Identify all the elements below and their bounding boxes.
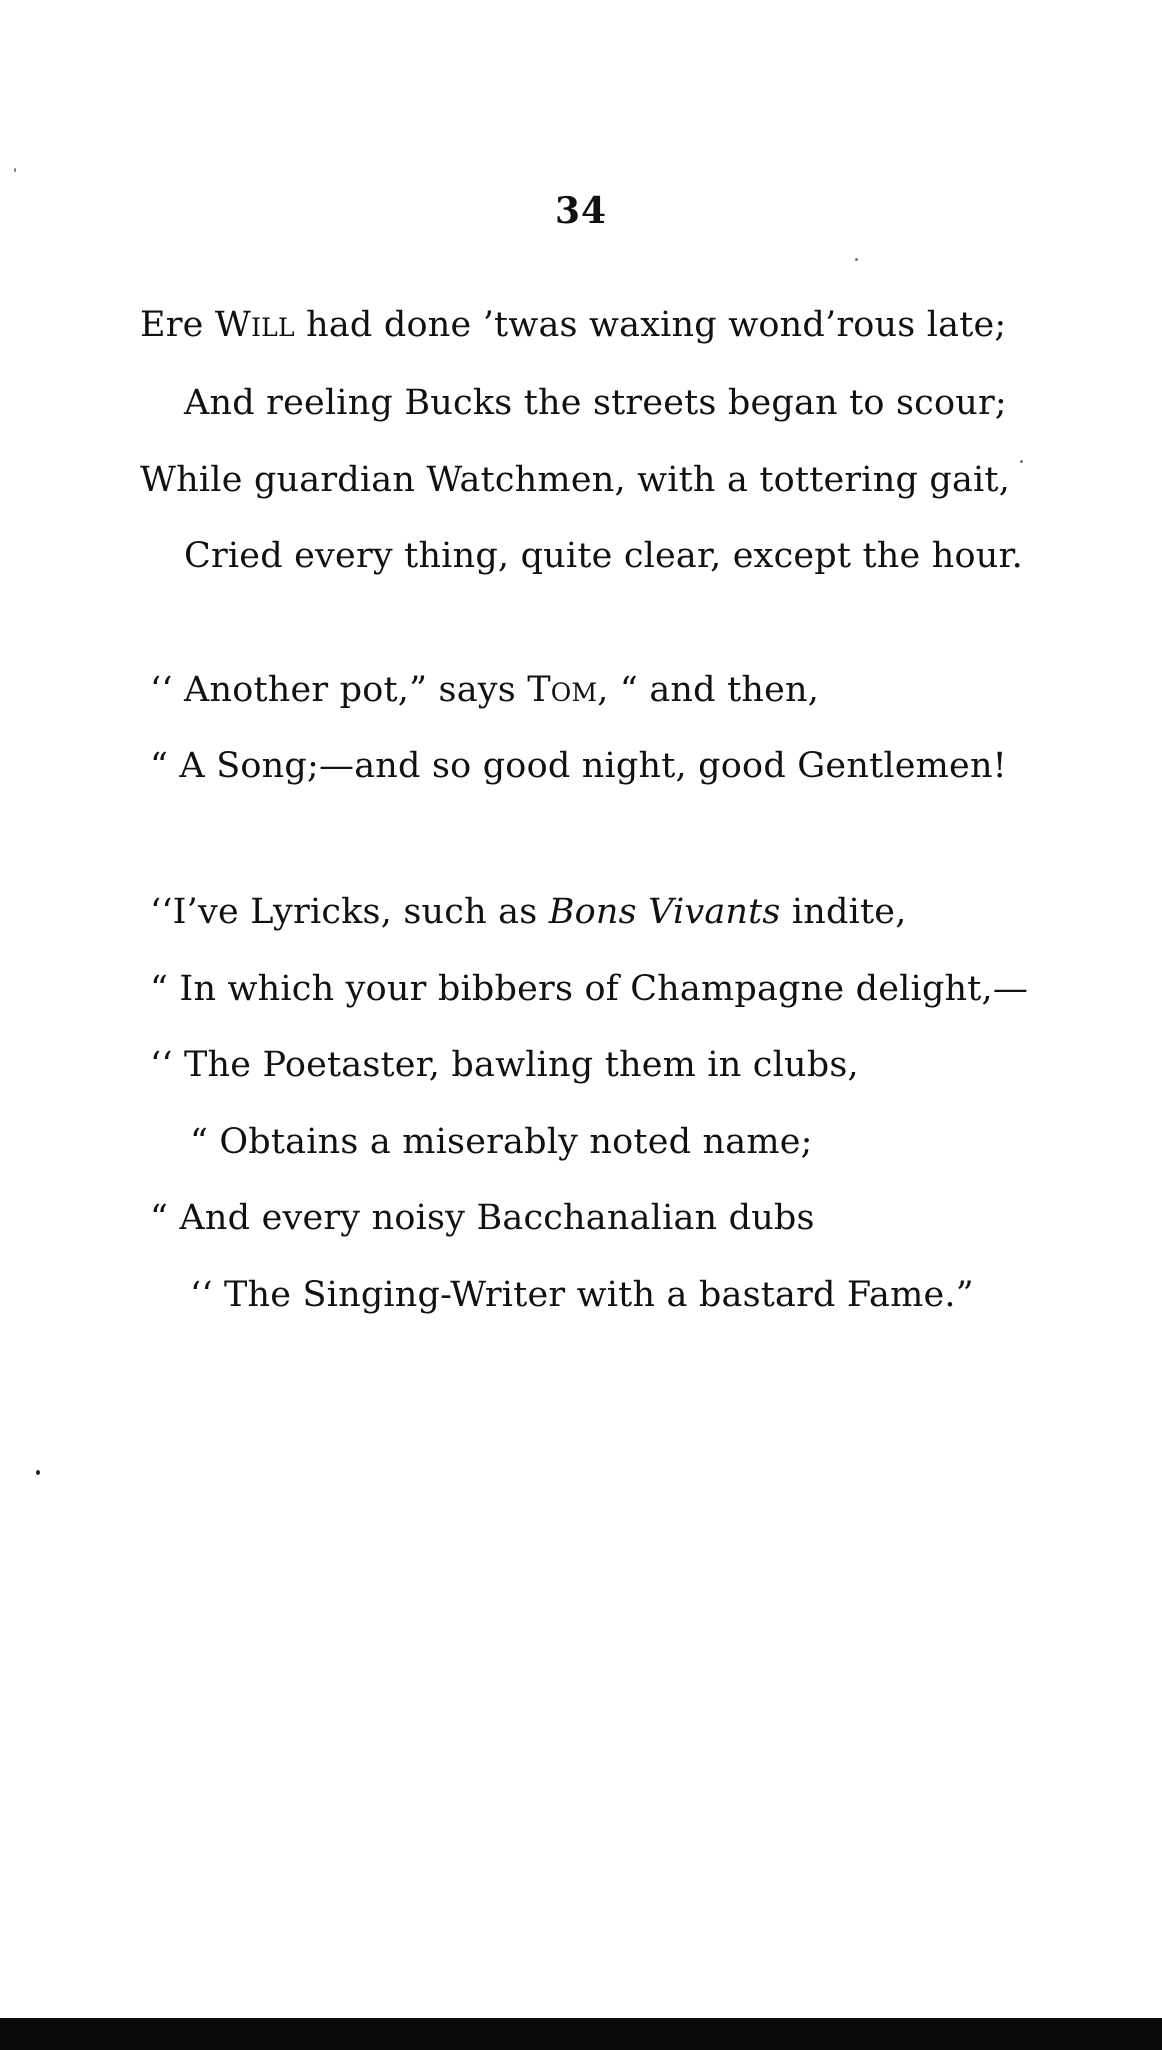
scan-speck xyxy=(1020,460,1023,463)
stanza2-line2: “ A Song;—and so good night, good Gentlemen! xyxy=(150,746,1007,786)
stanza2-line1: ‘‘ Another pot,” says Tom, “ and then, xyxy=(150,670,820,710)
scan-speck xyxy=(36,1470,40,1475)
stanza3-line2: “ In which your bibbers of Champagne delight,— xyxy=(150,969,1029,1009)
stanza3-line6: ‘‘ The Singing-Writer with a bastard Fame.” xyxy=(190,1275,974,1315)
italic-phrase: Bons Vivants xyxy=(548,892,781,932)
stanza3-line4: “ Obtains a miserably noted name; xyxy=(190,1122,813,1162)
stanza1-line4: Cried every thing, quite clear, except the hour. xyxy=(184,536,1023,576)
scan-bottom-edge xyxy=(0,2018,1162,2050)
stanza3-line1: ‘‘I’ve Lyricks, such as Bons Vivants indite, xyxy=(150,892,907,932)
stanza1-line2: And reeling Bucks the streets began to scour; xyxy=(184,383,1007,423)
stanza1-line1: Ere Will had done ’twas waxing wond’rous late; xyxy=(140,305,1007,345)
character-name-tom: Tom xyxy=(527,670,598,710)
scan-speck xyxy=(855,258,858,261)
character-name-will: Will xyxy=(214,305,295,345)
page-number: 34 xyxy=(554,190,608,232)
stanza3-line5: “ And every noisy Bacchanalian dubs xyxy=(150,1198,815,1238)
stanza1-line3: While guardian Watchmen, with a tottering gait, xyxy=(140,460,1011,500)
scan-speck xyxy=(14,168,16,172)
stanza3-line3: ‘‘ The Poetaster, bawling them in clubs, xyxy=(150,1045,859,1085)
